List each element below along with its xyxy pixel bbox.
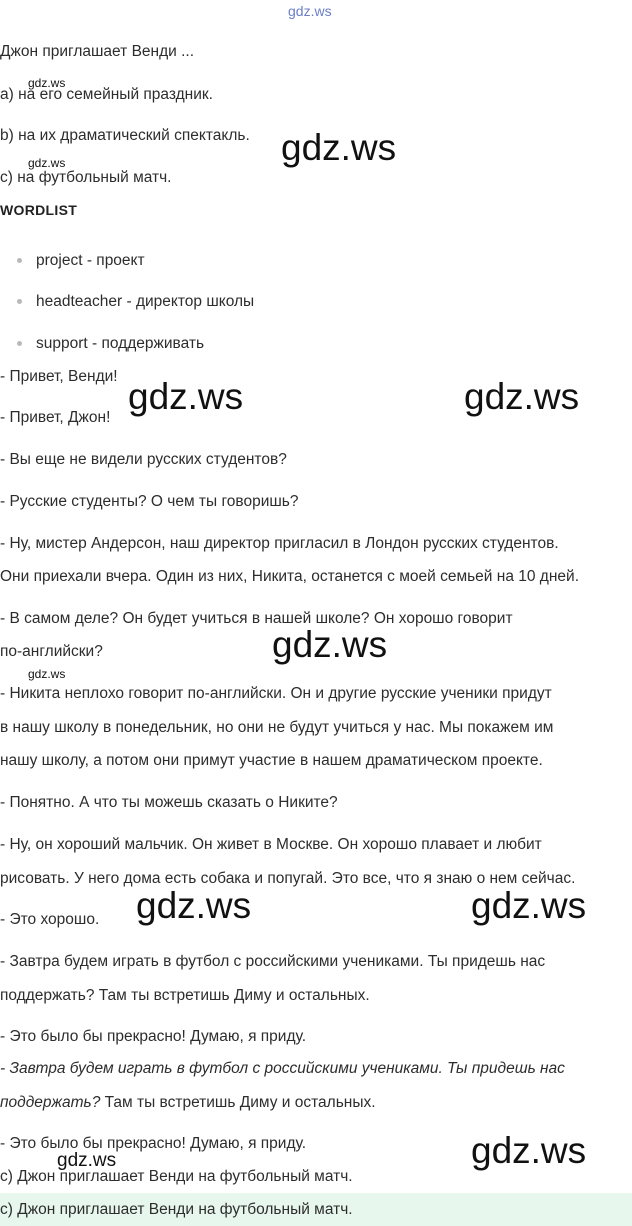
dialogue-line: - Вы еще не видели русских студентов? (0, 451, 287, 468)
watermark-small: gdz.ws (28, 156, 66, 170)
dialogue-line: по-английски? (0, 643, 103, 660)
bullet-icon (17, 341, 22, 346)
dialogue-line: в нашу школу в понедельник, но они не будут учиться у нас. Мы покажем им (0, 719, 554, 736)
dialogue-line: - Ну, он хороший мальчик. Он живет в Москве. Он хорошо плавает и любит (0, 836, 542, 853)
dialogue-line: - Завтра будем играть в футбол с российскими учениками. Ты придешь нас (0, 953, 546, 970)
question-option-c: c) на футбольный матч. (0, 169, 172, 186)
watermark-big: gdz.ws (272, 624, 388, 665)
wordlist-item: project - проект (17, 252, 145, 270)
dialogue-line: рисовать. У него дома есть собака и попугай. Это все, что я знаю о нем сейчас. (0, 870, 576, 887)
highlight-em: поддержать? (0, 1094, 101, 1111)
bullet-icon (17, 258, 22, 263)
highlight-rest: Там ты встретишь Диму и остальных. (100, 1094, 376, 1111)
question-stem: Джон приглашает Венди ... (0, 43, 195, 60)
watermark-top: gdz.ws (288, 3, 332, 19)
answer-line: с) Джон приглашает Венди на футбольный матч. (0, 1168, 353, 1185)
wordlist-item: support - поддерживать (17, 335, 204, 353)
answer-box-text: с) Джон приглашает Венди на футбольный матч. (0, 1201, 353, 1218)
watermark-big: gdz.ws (128, 376, 244, 417)
dialogue-line: - Ну, мистер Андерсон, наш директор пригласил в Лондон русских студентов. (0, 535, 559, 552)
watermark-small: gdz.ws (28, 667, 66, 681)
dialogue-line: - Понятно. А что ты можешь сказать о Никите? (0, 794, 338, 811)
dialogue-line: - Никита неплохо говорит по-английски. Он и другие русские ученики придут (0, 685, 552, 702)
watermark-big: gdz.ws (464, 376, 580, 417)
dialogue-line: поддержать? Там ты встретишь Диму и остальных. (0, 987, 370, 1004)
watermark-big: gdz.ws (281, 127, 397, 168)
highlight-line: - Это было бы прекрасно! Думаю, я приду. (0, 1135, 306, 1152)
bullet-icon (17, 299, 22, 304)
highlight-line: - Завтра будем играть в футбол с российскими учениками. Ты придешь нас (0, 1060, 565, 1077)
wordlist-item: headteacher - директор школы (17, 293, 254, 311)
watermark-small: gdz.ws (57, 1150, 117, 1171)
dialogue-line: - Это хорошо. (0, 911, 100, 928)
dialogue-line: - В самом деле? Он будет учиться в нашей школе? Он хорошо говорит (0, 610, 513, 627)
watermark-small: gdz.ws (28, 76, 66, 90)
wordlist-heading: WORDLIST (0, 202, 78, 218)
highlight-line (0, 1094, 376, 1112)
dialogue-line: - Привет, Венди! (0, 368, 118, 385)
question-option-a: a) на его семейный праздник. (0, 86, 213, 103)
watermark-big: gdz.ws (471, 885, 587, 926)
dialogue-line: - Это было бы прекрасно! Думаю, я приду. (0, 1028, 306, 1045)
dialogue-line: - Русские студенты? О чем ты говоришь? (0, 493, 299, 510)
question-option-b: b) на их драматический спектакль. (0, 127, 250, 144)
dialogue-line: - Привет, Джон! (0, 409, 111, 426)
watermark-big: gdz.ws (136, 885, 252, 926)
dialogue-line: нашу школу, а потом они примут участие в нашем драматическом проекте. (0, 752, 543, 769)
dialogue-line: Они приехали вчера. Один из них, Никита, останется с моей семьей на 10 дней. (0, 568, 579, 585)
watermark-big: gdz.ws (471, 1130, 587, 1171)
